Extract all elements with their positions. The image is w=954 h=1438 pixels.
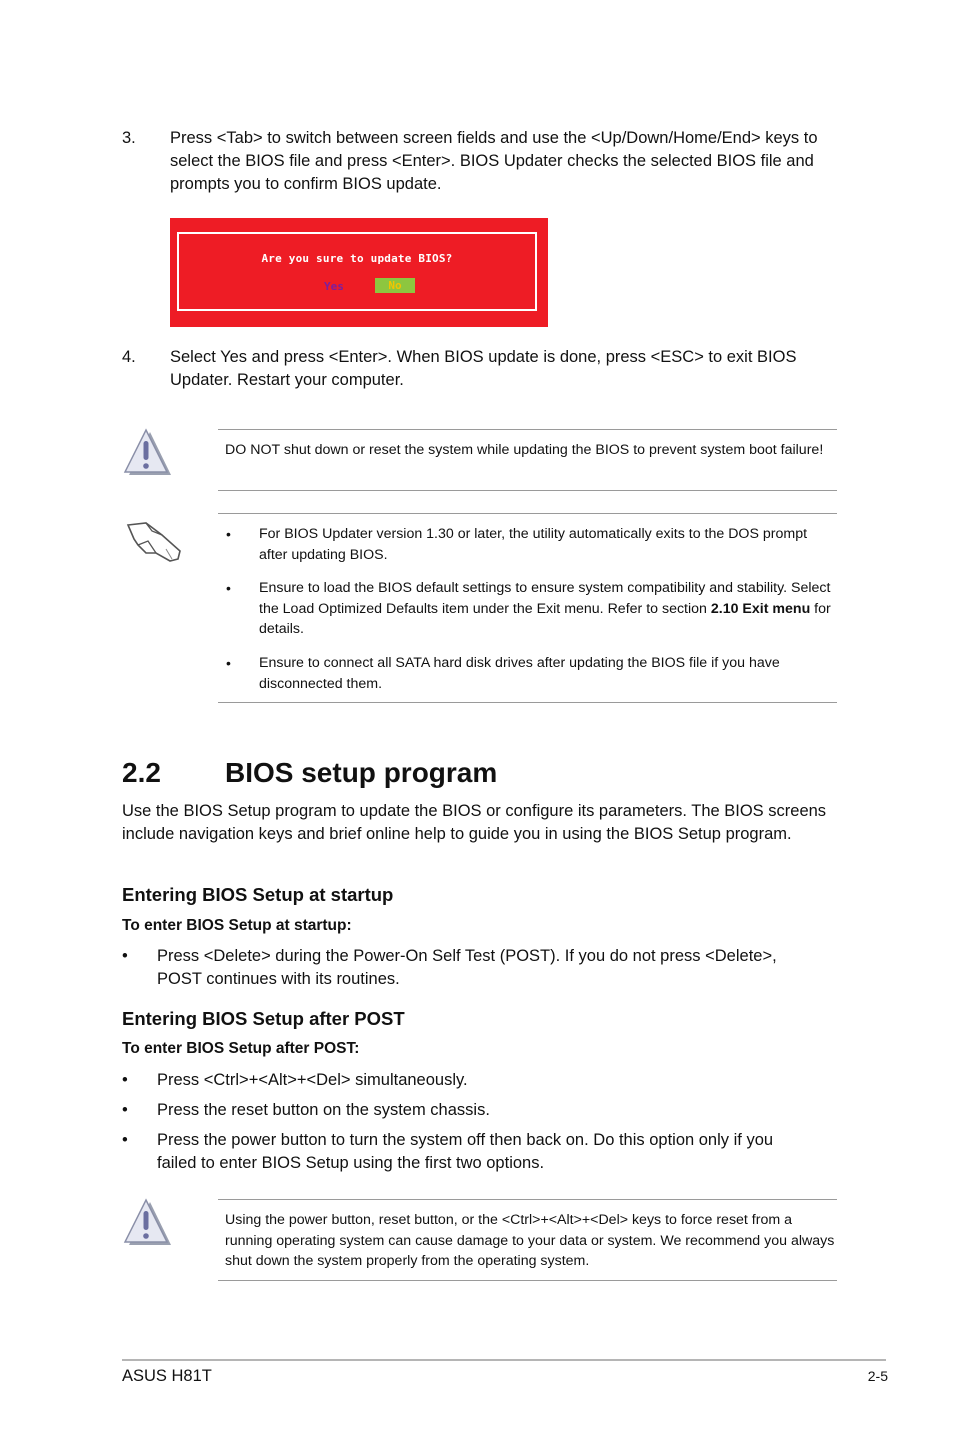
bullet-text: Press the reset button on the system chassis. [157,1101,490,1119]
note-item: For BIOS Updater version 1.30 or later, the utility automatically exits to the DOS prompt after updating BIOS. [259,526,808,563]
bullet-text: Press the power button to turn the system off then back on. Do this option only if you failed to enter BIOS Setup using the first two options. [157,1131,774,1172]
subsection-heading: Entering BIOS Setup at startup [122,884,394,905]
step-number: 3. [122,129,136,147]
bullet-text: Press <Ctrl>+<Alt>+<Del> simultaneously. [157,1071,468,1089]
divider [218,1280,837,1281]
divider [218,702,837,703]
bullet: • [122,947,128,965]
bullet: • [122,1131,128,1149]
section-title: BIOS setup program [225,757,498,788]
subsection-heading: Entering BIOS Setup after POST [122,1008,405,1029]
footer-rule [122,1359,886,1361]
divider [218,1199,837,1200]
note-item: Ensure to connect all SATA hard disk drives after updating the BIOS file if you have disconnected them. [259,655,780,692]
warning-text: Using the power button, reset button, or the <Ctrl>+<Alt>+<Del> keys to force reset from a running operating system can cause damage to your data or system. We recommend you always shut down the system properly from the operating system. [225,1212,835,1269]
step-number: 4. [122,348,136,366]
section-number: 2.2 [122,757,161,788]
bullet-text: Press <Delete> during the Power-On Self Test (POST). If you do not press <Delete>, POST continues with its routines. [157,947,777,988]
bullet: • [122,1101,128,1119]
procedure-heading: To enter BIOS Setup at startup: [122,917,352,934]
footer-product: ASUS H81T [122,1367,212,1385]
bullet: • [226,580,231,596]
divider [218,490,837,491]
hand-note-icon [122,513,184,565]
dialog-question: Are you sure to update BIOS? [261,252,453,265]
note-item [259,578,834,640]
section-reference: 2.10 Exit menu [710,600,811,617]
bios-confirm-dialog [170,218,548,327]
warning-icon [122,428,172,478]
dialog-frame [177,232,537,311]
step-text: Press <Tab> to switch between screen fields and use the <Up/Down/Home/End> keys to select the BIOS file and press <Enter>. BIOS Updater checks the selected BIOS file and prompts you to confirm BIOS update. [170,129,818,193]
step-text: Select Yes and press <Enter>. When BIOS update is done, press <ESC> to exit BIOS Updater. Restart your computer. [170,348,797,389]
note-item-text: for details. [259,600,831,637]
bullet: • [122,1071,128,1089]
note-item-text: Ensure to load the BIOS default settings to ensure system compatibility and stability. Select the Load Optimized Defaults item under the Exit menu. Refer to section [259,580,831,617]
section-intro: Use the BIOS Setup program to update the BIOS or configure its parameters. The BIOS screens include navigation keys and brief online help to guide you in using the BIOS Setup program. [122,802,827,843]
warning-icon [122,1198,172,1248]
no-button[interactable]: No [375,278,415,293]
bullet: • [226,526,231,542]
warning-text: DO NOT shut down or reset the system while updating the BIOS to prevent system boot failure! [225,442,824,458]
bullet: • [226,655,231,671]
yes-button[interactable]: Yes [324,280,344,293]
divider [218,513,837,514]
divider [218,429,837,430]
procedure-heading: To enter BIOS Setup after POST: [122,1040,360,1057]
page-number: 2-5 [867,1368,888,1384]
